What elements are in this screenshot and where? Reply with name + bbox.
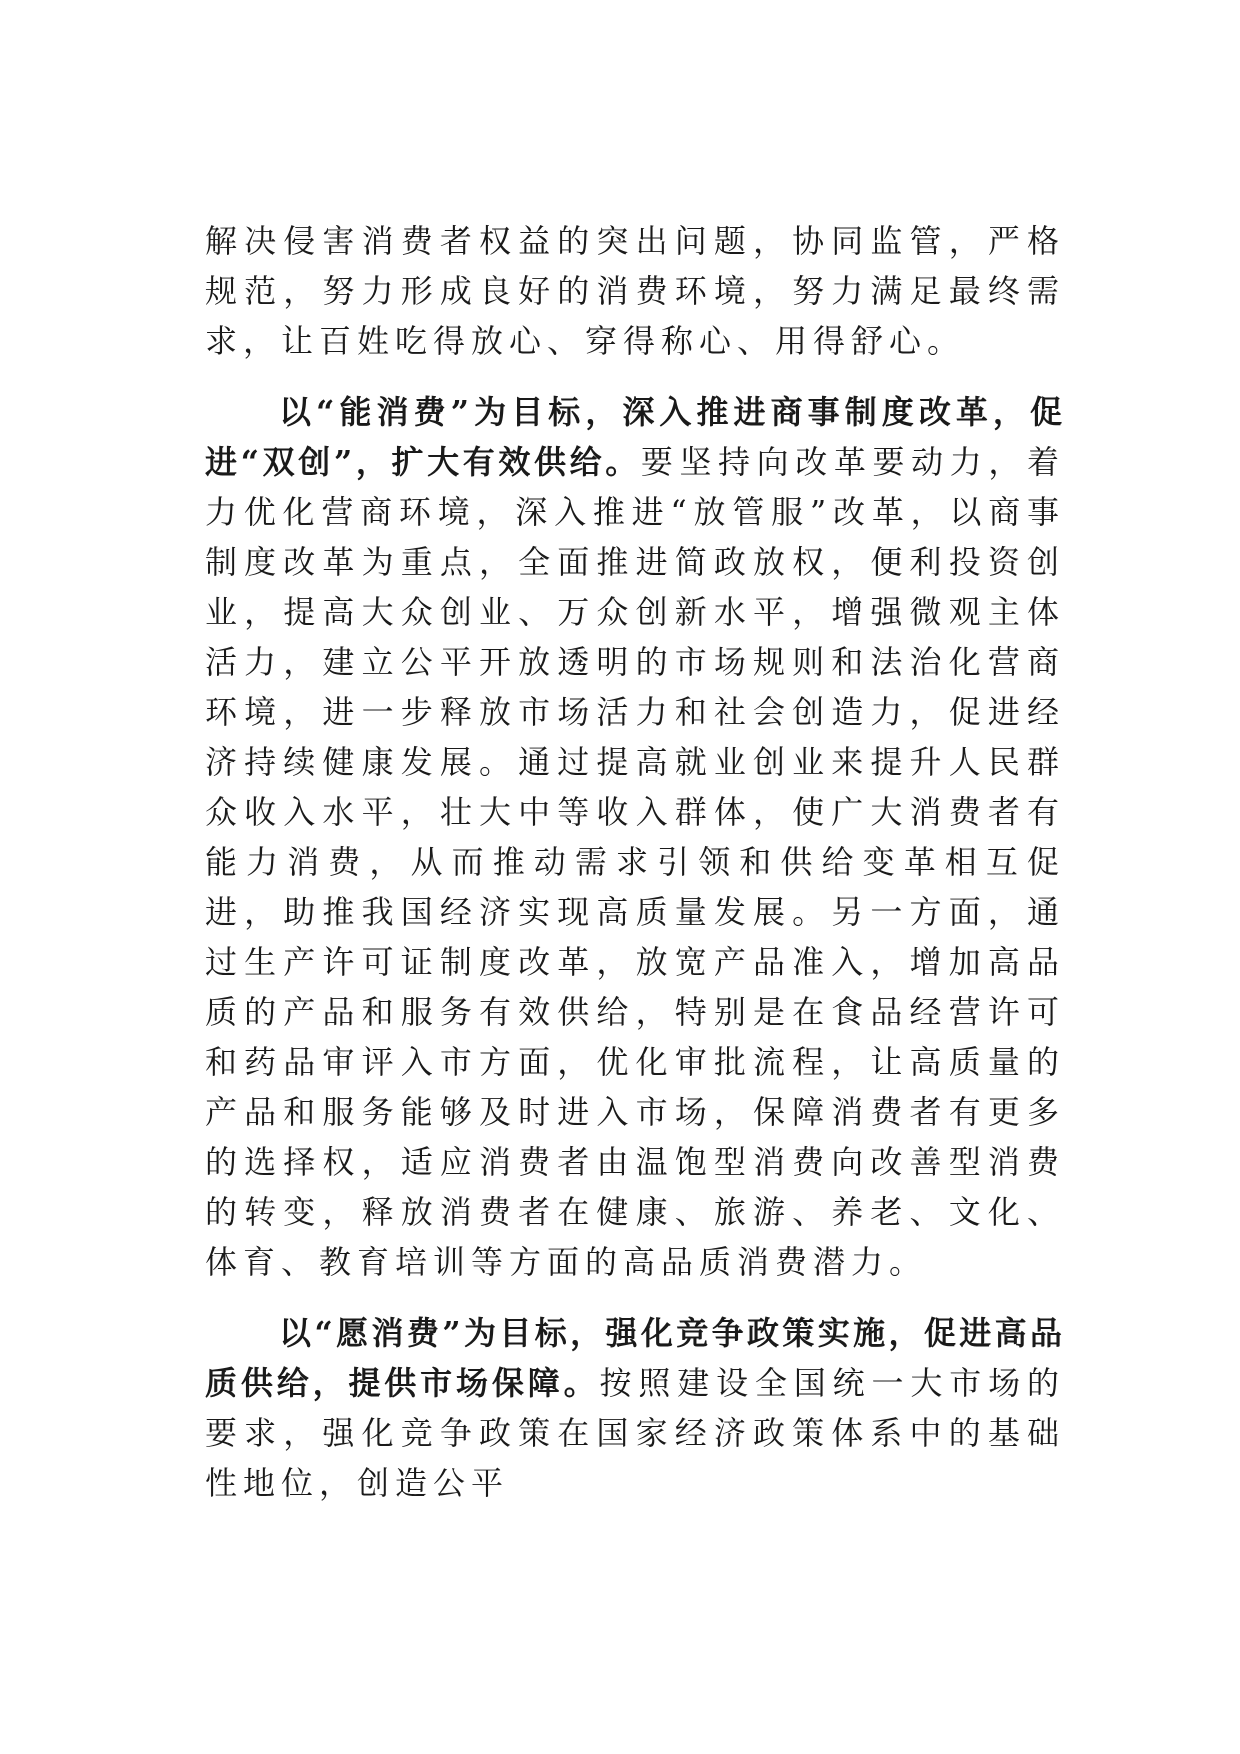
paragraph-body: 解决侵害消费者权益的突出问题，协同监管，严格规范，努力形成良好的消费环境，努力满足最终需求，让百姓吃得放心、穿得称心、用得舒心。 — [205, 222, 1065, 360]
paragraph-continuation — [205, 216, 1065, 366]
paragraph-gap — [205, 366, 1065, 387]
paragraph-body: 按照建设全国统一大市场的要求，强化竞争政策在国家经济政策体系中的基础性地位，创造公平 — [205, 1364, 1065, 1502]
paragraph-heading: 以“愿消费”为目标，强化竞争政策实施，促进高品质供给，提供市场保障。 — [205, 1314, 1065, 1402]
paragraph-consumption-ability — [205, 387, 1065, 1287]
paragraph-consumption-willingness — [205, 1308, 1065, 1508]
paragraph-gap — [205, 1287, 1065, 1308]
paragraph-heading: 以“能消费”为目标，深入推进商事制度改革，促进“双创”，扩大有效供给。 — [205, 393, 1065, 481]
paragraph-body: 要坚持向改革要动力，着力优化营商环境，深入推进“放管服”改革，以商事制度改革为重点，全面推进简政放权，便利投资创业，提高大众创业、万众创新水平，增强微观主体活力，建立公平开放透明的市场规则和法治化营商环境，进一步释放市场活力和社会创造力，促进经济持续健康发展。通过提高就业创业来提升人民群众收入水平，壮大中等收入群体，使广大消费者有能力消费，从而推动需求引领和供给变革相互促进，助推我国经济实现高质量发展。另一方面，通过生产许可证制度改革，放宽产品准入，增加高品质的产品和服务有效供给，特别是在食品经营许可和药品审评入市方面，优化审批流程，让高质量的产品和服务能够及时进入市场，保障消费者有更多的选择权，适应消费者由温饱型消费向改善型消费的转变，释放消费者在健康、旅游、养老、文化、体育、教育培训等方面的高品质消费潜力。 — [205, 443, 1065, 1281]
body-text — [205, 216, 1065, 1508]
